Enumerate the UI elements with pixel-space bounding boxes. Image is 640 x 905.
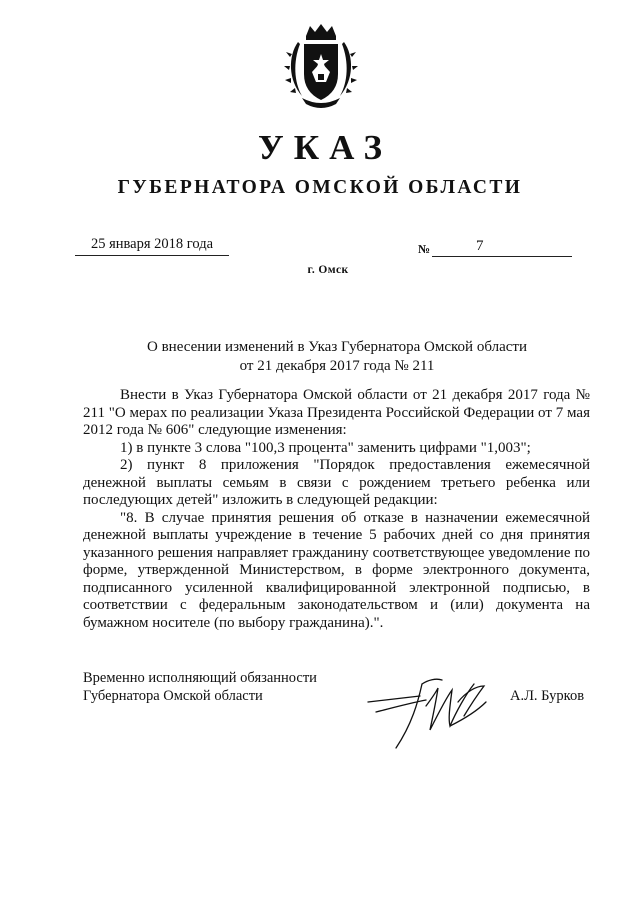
body-paragraph: 2) пункт 8 приложения "Порядок предоставления ежемесячной денежной выплаты семьям в связи с рождением третьего ребенка или последующих детей" изложить в следующей редакции:: [83, 457, 590, 508]
document-body: [83, 387, 590, 632]
heading-line-1: О внесении изменений в Указ Губернатора Омской области: [147, 339, 527, 355]
signatory-position-line-1: Временно исполняющий обязанности: [83, 670, 317, 686]
document-number: [432, 236, 572, 257]
document-heading: [0, 338, 640, 376]
body-paragraph: "8. В случае принятия решения об отказе в назначении ежемесячной денежной выплаты учреждение в течение 5 рабочих дней со дня принятия указанного решения направляет гражданину соответствующее уведомление по форме, утвержденной Министерством, в форме электронного документа, подписанного усиленной квалифицированной электронной подписью, в соответствии с федеральным законодательством и (или) документа на бумажном носителе (по выбору гражданина).".: [83, 509, 590, 631]
signatory-position-line-2: Губернатора Омской области: [83, 688, 263, 704]
handwritten-signature: [366, 662, 506, 752]
document-date: 25 января 2018 года: [75, 234, 229, 256]
document-subtitle: ГУБЕРНАТОРА ОМСКОЙ ОБЛАСТИ: [117, 177, 523, 198]
signatory-position: [83, 669, 317, 705]
document-number-value: 7: [476, 238, 484, 254]
heading-line-2: от 21 декабря 2017 года № 211: [239, 358, 435, 374]
signatory-name: А.Л. Бурков: [510, 688, 585, 704]
body-paragraph: 1) в пункте 3 слова "100,3 процента" заменить цифрами "1,003";: [120, 439, 531, 456]
body-paragraph: Внести в Указ Губернатора Омской области от 21 декабря 2017 года № 211 "О мерах по реализации Указа Президента Российской Федерации от 7 мая 2012 года № 606" следующие изменения:: [83, 387, 590, 438]
document-city: г. Омск: [307, 264, 349, 276]
number-label: №: [418, 242, 431, 256]
omsk-region-coat-of-arms-icon: [282, 22, 360, 110]
document-title: УКАЗ: [258, 128, 392, 167]
